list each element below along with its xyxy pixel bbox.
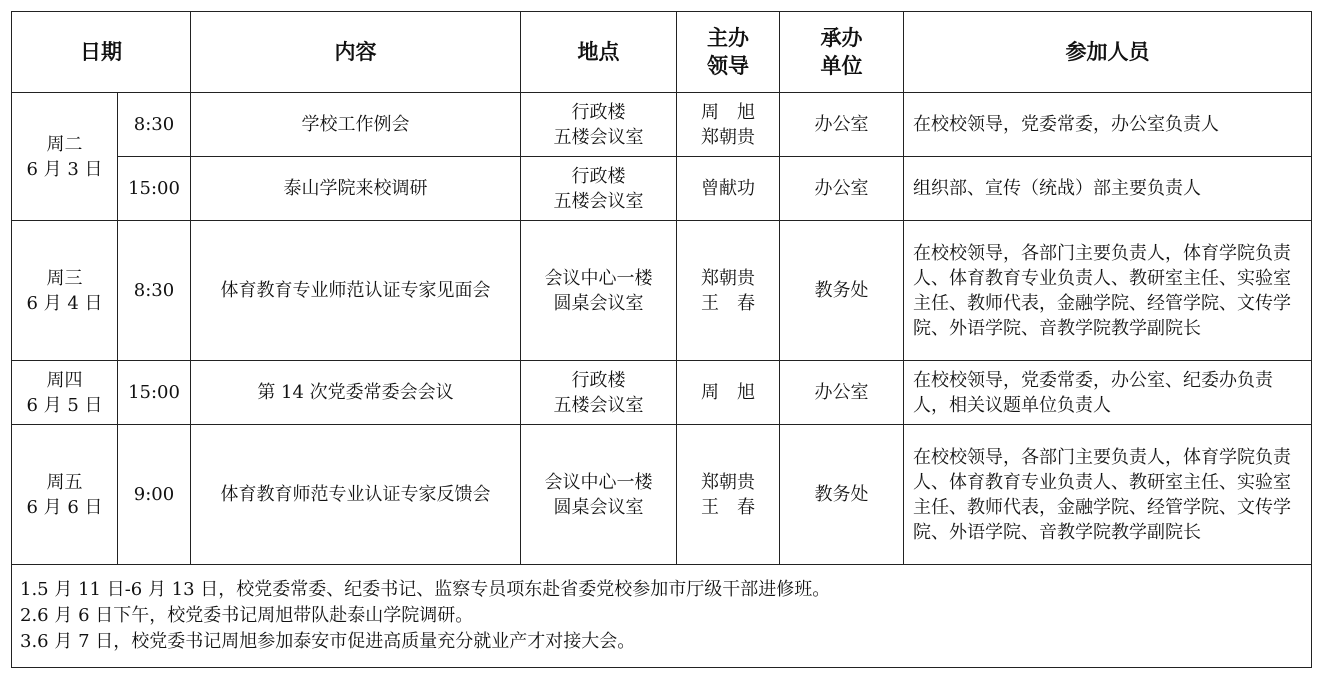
organizer-cell: 办公室 — [780, 361, 904, 425]
time-cell: 8:30 — [118, 93, 191, 157]
header-place: 地点 — [521, 12, 677, 93]
host-cell: 周 旭 郑朝贵 — [677, 93, 780, 157]
organizer-cell: 办公室 — [780, 93, 904, 157]
day-cell: 周三 6 月 4 日 — [12, 221, 118, 361]
participants-cell: 在校校领导，各部门主要负责人，体育学院负责人、体育教育专业负责人、教研室主任、实验室主任、教师代表，金融学院、经管学院、文传学院、外语学院、音教学院教学副院长 — [904, 425, 1312, 565]
note-line: 2.6 月 6 日下午，校党委书记周旭带队赴泰山学院调研。 — [20, 605, 474, 626]
content-cell: 学校工作例会 — [191, 93, 521, 157]
participants-cell: 组织部、宣传（统战）部主要负责人 — [904, 157, 1312, 221]
content-cell: 体育教育专业师范认证专家见面会 — [191, 221, 521, 361]
day-cell: 周四 6 月 5 日 — [12, 361, 118, 425]
organizer-cell: 教务处 — [780, 425, 904, 565]
organizer-cell: 办公室 — [780, 157, 904, 221]
table-row — [12, 425, 1312, 565]
header-row — [12, 12, 1312, 93]
participants-cell: 在校校领导，党委常委，办公室负责人 — [904, 93, 1312, 157]
note-line: 3.6 月 7 日，校党委书记周旭参加泰安市促进高质量充分就业产才对接大会。 — [20, 631, 636, 652]
header-organizer: 承办 单位 — [780, 12, 904, 93]
header-host: 主办 领导 — [677, 12, 780, 93]
host-cell: 曾献功 — [677, 157, 780, 221]
day-cell: 周二 6 月 3 日 — [12, 93, 118, 221]
note-line: 1.5 月 11 日-6 月 13 日，校党委常委、纪委书记、监察专员项东赴省委党校参加市厅级干部进修班。 — [20, 579, 831, 600]
header-content: 内容 — [191, 12, 521, 93]
place-cell: 行政楼 五楼会议室 — [521, 93, 677, 157]
place-cell: 会议中心一楼 圆桌会议室 — [521, 221, 677, 361]
table-row — [12, 361, 1312, 425]
host-cell: 周 旭 — [677, 361, 780, 425]
header-date: 日期 — [12, 12, 191, 93]
content-cell: 第 14 次党委常委会会议 — [191, 361, 521, 425]
host-cell: 郑朝贵 王 春 — [677, 221, 780, 361]
place-cell: 行政楼 五楼会议室 — [521, 361, 677, 425]
participants-cell: 在校校领导，党委常委，办公室、纪委办负责人，相关议题单位负责人 — [904, 361, 1312, 425]
time-cell: 9:00 — [118, 425, 191, 565]
content-cell: 体育教育师范专业认证专家反馈会 — [191, 425, 521, 565]
table-row — [12, 221, 1312, 361]
participants-cell: 在校校领导，各部门主要负责人，体育学院负责人、体育教育专业负责人、教研室主任、实验室主任、教师代表，金融学院、经管学院、文传学院、外语学院、音教学院教学副院长 — [904, 221, 1312, 361]
organizer-cell: 教务处 — [780, 221, 904, 361]
header-participants: 参加人员 — [904, 12, 1312, 93]
host-cell: 郑朝贵 王 春 — [677, 425, 780, 565]
time-cell: 15:00 — [118, 157, 191, 221]
time-cell: 15:00 — [118, 361, 191, 425]
schedule-table — [11, 11, 1312, 668]
time-cell: 8:30 — [118, 221, 191, 361]
table-row — [12, 157, 1312, 221]
notes-cell — [12, 565, 1312, 668]
notes-row — [12, 565, 1312, 668]
content-cell: 泰山学院来校调研 — [191, 157, 521, 221]
place-cell: 行政楼 五楼会议室 — [521, 157, 677, 221]
table-row — [12, 93, 1312, 157]
day-cell: 周五 6 月 6 日 — [12, 425, 118, 565]
place-cell: 会议中心一楼 圆桌会议室 — [521, 425, 677, 565]
